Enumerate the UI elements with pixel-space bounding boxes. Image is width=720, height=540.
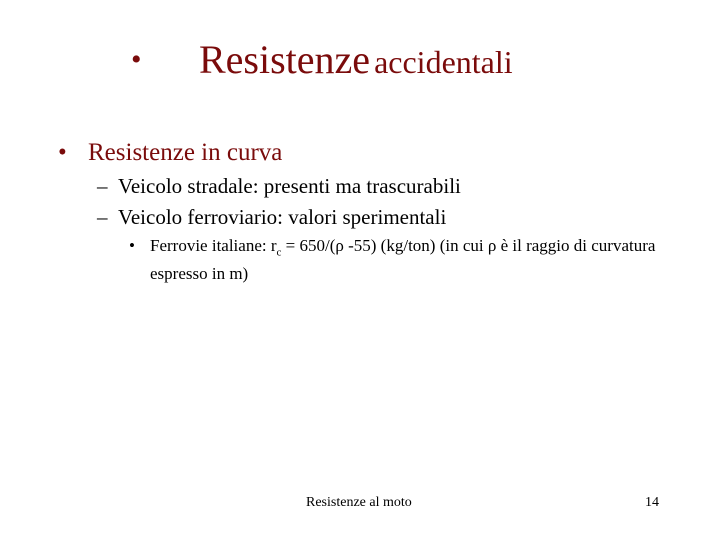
page-number: 14 bbox=[645, 495, 659, 510]
bullet-marker: • bbox=[129, 236, 135, 255]
footer-text: Resistenze al moto bbox=[306, 495, 412, 510]
title-bullet: • bbox=[131, 43, 142, 76]
formula-part-1: Ferrovie italiane: r bbox=[150, 236, 277, 255]
bullet-level2-item bbox=[97, 203, 446, 231]
bullet-level2-item bbox=[97, 172, 461, 200]
bullet-level3-text bbox=[150, 235, 659, 285]
bullet-marker: • bbox=[58, 139, 67, 166]
dash-marker: – bbox=[97, 174, 108, 198]
title-word-1: Resistenze bbox=[199, 37, 371, 82]
bullet-level3 bbox=[129, 235, 659, 285]
dash-marker: – bbox=[97, 205, 108, 229]
title-word-2: accidentali bbox=[374, 44, 513, 80]
slide-title bbox=[199, 36, 513, 93]
formula-part-2: = 650/(ρ -55) (kg/ton) (in cui ρ è il raggio di curvatura espresso in m) bbox=[150, 236, 656, 284]
bullet-level1 bbox=[58, 136, 282, 170]
formula-subscript: c bbox=[276, 246, 282, 259]
bullet-level1-text: Resistenze in curva bbox=[88, 139, 283, 166]
bullet-level2-text: Veicolo stradale: presenti ma trascurabili bbox=[118, 174, 461, 198]
bullet-level2-text: Veicolo ferroviario: valori sperimentali bbox=[118, 205, 447, 229]
